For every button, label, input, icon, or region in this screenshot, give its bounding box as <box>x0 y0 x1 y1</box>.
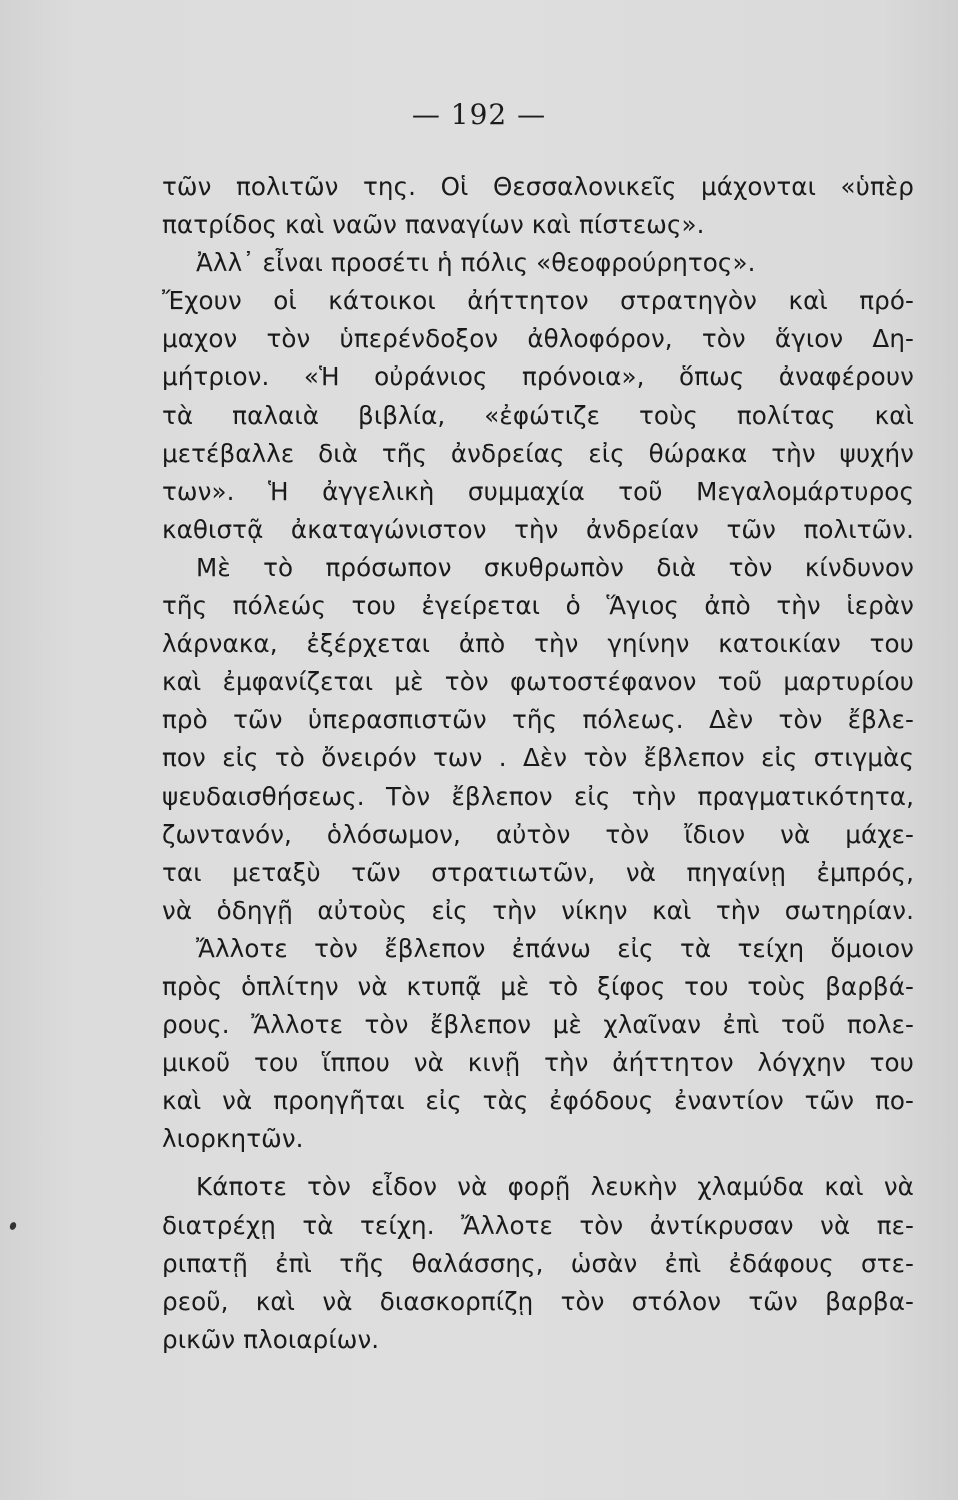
paragraph-gap <box>162 1158 914 1168</box>
text-line: πατρίδος καὶ ναῶν παναγίων καὶ πίστεως». <box>162 210 705 240</box>
text-line: τῶν πολιτῶν της. Οἱ Θεσσαλονικεῖς μάχονται «ὑπὲρ <box>162 172 914 201</box>
text-line: των». Ἡ ἀγγελικὴ συμμαχία τοῦ Μεγαλομάρτυρος <box>162 476 914 506</box>
text-line: ρικῶν πλοιαρίων. <box>162 1324 380 1354</box>
text-line: Μὲ τὸ πρόσωπον σκυθρωπὸν διὰ τὸν κίνδυνον <box>196 552 914 582</box>
text-line: καθιστᾷ ἀκαταγώνιστον τὴν ἀνδρείαν τῶν πολιτῶν. <box>162 514 914 544</box>
text-line: τὰ παλαιὰ βιβλία, «ἐφώτιζε τοὺς πολίτας καὶ <box>162 400 914 430</box>
text-line: Ἀλλ᾽ εἶναι προσέτι ἡ πόλις «θεοφρούρητος». <box>196 248 756 278</box>
page-number: — 192 — <box>411 98 547 131</box>
text-line: μικοῦ του ἵππου νὰ κινῇ τὴν ἀήττητον λόγχην του <box>162 1048 914 1078</box>
body-text <box>162 168 914 1359</box>
text-line: μαχον τὸν ὑπερένδοξον ἀθλοφόρον, τὸν ἅγιον Δη- <box>162 324 914 354</box>
text-line: μετέβαλλε διὰ τῆς ἀνδρείας εἰς θώρακα τὴν ψυχήν <box>162 438 914 468</box>
text-line: Ἔχουν οἱ κάτοικοι ἀήττητον στρατηγὸν καὶ πρό- <box>162 286 914 316</box>
text-line: καὶ νὰ προηγῆται εἰς τὰς ἐφόδους ἐναντίον τῶν πο- <box>162 1086 914 1116</box>
text-line: νὰ ὁδηγῇ αὐτοὺς εἰς τὴν νίκην καὶ τὴν σωτηρίαν. <box>162 895 914 925</box>
text-line: λιορκητῶν. <box>162 1124 304 1154</box>
text-line: Κάποτε τὸν εἶδον νὰ φορῇ λευκὴν χλαμύδα καὶ νὰ <box>196 1172 914 1202</box>
text-line: ζωντανόν, ὁλόσωμον, αὐτὸν τὸν ἴδιον νὰ μάχε- <box>162 819 914 849</box>
text-line: λάρνακα, ἐξέρχεται ἀπὸ τὴν γηίνην κατοικίαν του <box>162 629 914 659</box>
text-line: ψευδαισθήσεως. Τὸν ἔβλεπον εἰς τὴν πραγματικότητα, <box>162 781 914 811</box>
text-line: μήτριον. «Ἡ οὐράνιος πρόνοια», ὅπως ἀναφέρουν <box>162 362 914 392</box>
text-line: Ἄλλοτε τὸν ἔβλεπον ἐπάνω εἰς τὰ τείχη ὅμοιον <box>196 933 914 963</box>
text-line: τῆς πόλεώς του ἐγείρεται ὁ Ἅγιος ἀπὸ τὴν ἱερὰν <box>162 591 914 621</box>
text-line: διατρέχῃ τὰ τείχη. Ἄλλοτε τὸν ἀντίκρυσαν νὰ πε- <box>162 1210 914 1240</box>
text-line: ρους. Ἄλλοτε τὸν ἔβλεπον μὲ χλαῖναν ἐπὶ τοῦ πολε- <box>162 1010 914 1040</box>
text-line: ριπατῇ ἐπὶ τῆς θαλάσσης, ὡσὰν ἐπὶ ἐδάφους στε- <box>162 1248 914 1278</box>
text-line: πρὸ τῶν ὑπερασπιστῶν τῆς πόλεως. Δὲν τὸν ἔβλε- <box>162 705 914 735</box>
text-line: ται μεταξὺ τῶν στρατιωτῶν, νὰ πηγαίνῃ ἐμπρός, <box>162 857 914 887</box>
ink-speck <box>9 1221 18 1231</box>
text-line: πον εἰς τὸ ὄνειρόν των . Δὲν τὸν ἔβλεπον εἰς στιγμὰς <box>162 743 914 773</box>
text-line: ρεοῦ, καὶ νὰ διασκορπίζῃ τὸν στόλον τῶν βαρβα- <box>162 1286 914 1316</box>
text-line: πρὸς ὁπλίτην νὰ κτυπᾷ μὲ τὸ ξίφος του τοὺς βαρβά- <box>162 971 914 1001</box>
text-line: καὶ ἐμφανίζεται μὲ τὸν φωτοστέφανον τοῦ μαρτυρίου <box>162 667 914 697</box>
